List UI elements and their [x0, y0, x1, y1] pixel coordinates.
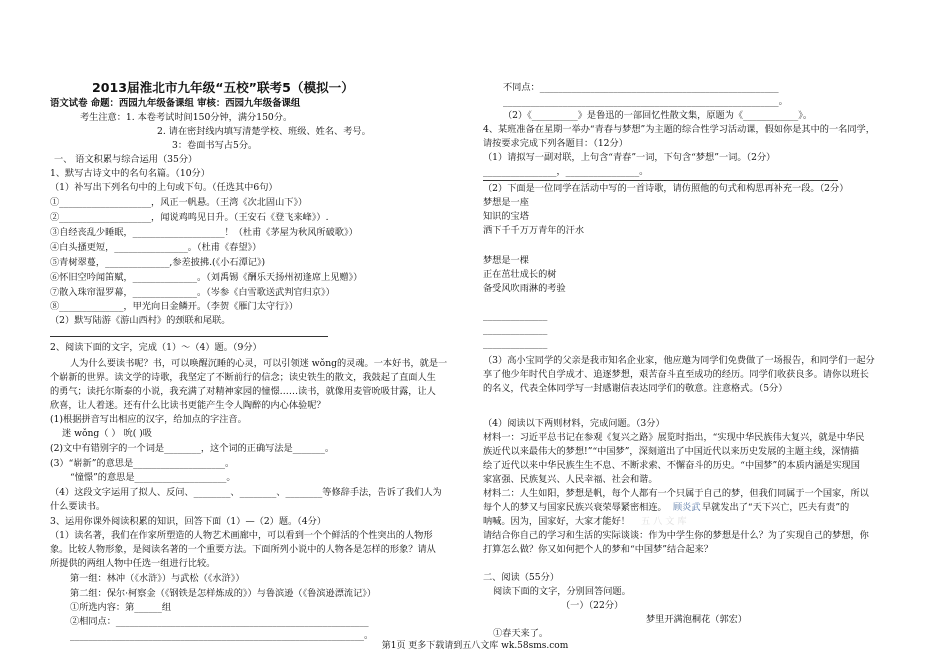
author-link[interactable]: 顾炎武 — [673, 502, 701, 513]
question-line: ____________________________________________________________。 — [503, 96, 788, 107]
material-line: 呐喊。因为，国家好，大家才能好！ — [483, 516, 630, 527]
question-line: ①所选内容：第______组 — [70, 602, 172, 613]
question-line: (2)文中有错别字的一个词是________，这个词的正确写法是_______。 — [50, 443, 335, 454]
question-line: 享了他少年时代自学成才、追逐梦想，艰苦奋斗直至成功的经历。同学们收获良多。请你以班长 — [483, 369, 869, 380]
question-line: （1）读名著，我们在作家所塑造的人物艺术画廊中，可以看到一个个鲜活的个性突出的人物形 — [50, 530, 433, 541]
question-line: （2）下面是一位同学在活动中写的一首诗歌，请仿照他的句式和构思再补充一段。（2分） — [483, 183, 849, 194]
material-line: 早就发出了“天下兴亡，匹夫有责”的 — [702, 502, 850, 513]
question-line: ②____________________，闻说鸡鸣见日升。（王安石《登飞来峰》）. — [50, 212, 329, 223]
question-line: ⑤青树翠蔓，______________,参差披拂.(《小石潭记》) — [50, 257, 266, 268]
question-line: ③自经丧乱少睡眠，____________________！（杜甫《茅屋为秋风所破歌》） — [50, 227, 358, 238]
question-line: 阅读下面的文字，分别回答问题。 — [493, 586, 631, 597]
question-line: (1)根据拼音写出相应的汉字，给加点的字注音。 — [50, 414, 247, 425]
question-line: (3）“崭新”的意思是____________________。 — [50, 458, 235, 469]
exam-note: 3：卷面书写占5分。 — [172, 140, 258, 151]
question-line: 的名义，代表全体同学写一封感谢信表达同学们的敬意。注意格式。（5分） — [483, 383, 788, 394]
question-line: “憧憬”的意思是____________________。 — [70, 472, 236, 483]
question-line: 3、运用你课外阅读积累的知识，回答下面（1）—（2）题。（4分） — [50, 516, 327, 527]
question-line: （2）《__________》是鲁迅的一部回忆性散文集，原题为《____________》。 — [503, 110, 813, 121]
answer-line — [483, 180, 838, 181]
passage-line: 欣喜，让人着迷。还有什么比读书更能产生令人陶醉的内心体验呢？ — [50, 400, 326, 411]
question-line: （1）补写出下列名句中的上句或下句。（任选其中6句） — [50, 182, 278, 193]
passage-line: 人为什么要读书呢？书，可以唤醒沉睡的心灵，可以引领迷 wǒng的灵魂。一本好书，就是一 — [70, 358, 448, 369]
question-line: 迷 wǒng（ ） 吮( )吸 — [62, 428, 152, 439]
poem-line: 梦想是一棵 — [483, 255, 529, 266]
question-line: （1）请拟写一副对联，上句含“青春”一词，下句含“梦想”一词。（2分） — [483, 152, 776, 163]
passage-line: 个崭新的世界。读文学的诗歌，我坚定了不断前行的信念；读史铁生的散文，我鼓起了直面人生 — [50, 372, 436, 383]
material-line: 材料二：人生如阳，梦想是帆，每个人都有一个只属于自己的梦，但我们同属于一个国家，所以 — [483, 488, 869, 499]
section-heading: 一、 语文积累与综合运用（35分） — [54, 154, 198, 165]
question-line: 1、默写古诗文中的名句名篇。（10分） — [50, 168, 210, 179]
question-line: ⑧______________，甲光向日金鳞开。（李贺《雁门太守行》） — [50, 301, 299, 312]
poem-line: 知识的宝塔 — [483, 211, 529, 222]
material-line: 材料一：习近平总书记在参观《复兴之路》展览时指出，“实现中华民族伟大复兴，就是中华民 — [483, 432, 865, 443]
passage-line: ①春天来了。 — [493, 628, 549, 639]
question-line: ②相同点：_______________________________________________________ — [70, 616, 369, 627]
exam-note: 2. 请在密封线内填写清楚学校、班级、姓名、考号。 — [157, 126, 371, 137]
poem-line: 备受风吹雨淋的考验 — [483, 283, 566, 294]
question-line: 第二组：保尔·柯察金（《钢铁是怎样炼成的》）与鲁滨逊（《鲁滨逊漂流记》） — [70, 588, 377, 599]
question-line: ________________，________________。 — [483, 166, 649, 177]
material-line: 家富强、民族复兴、人民幸福、社会和谐。 — [483, 474, 658, 485]
subsection-heading: （一）（22分） — [561, 600, 624, 611]
question-line: 请按要求完成下列各题目：（12分） — [483, 138, 628, 149]
question-line: ⑥怀旧空吟闻笛赋，______________。（刘禹锡《酬乐天扬州初逢席上见赠》） — [50, 272, 363, 283]
question-line: 第一组：林冲（《水浒》）与武松（《水浒》） — [70, 573, 245, 584]
section-heading: 二、阅读（55分） — [483, 572, 560, 583]
question-line: 打算怎么做？你又如何把个人的梦和“中国梦”结合起来？ — [483, 544, 713, 555]
question-line: 4、某班准备在星期一举办“青春与梦想”为主题的综合性学习活动课，假如你是其中的一名同学， — [483, 124, 875, 135]
answer-line — [50, 336, 328, 337]
question-line: 2、阅读下面的文字，完成（1）～（4）题。（9分） — [50, 342, 262, 353]
page-footer: 第1页 更多下载请到五八文库 wk.58sms.com — [381, 641, 569, 651]
question-line: （4）这段文字运用了拟人、反问、________、________、________等修辞手法，告诉了我们人为 — [50, 487, 442, 498]
question-line: ①____________________，风正一帆悬。（王湾《次北固山下》） — [50, 197, 308, 208]
watermark: 五 八 文 库 — [641, 516, 687, 527]
passage-line: 的勇气；读托尔斯泰的小说，我充满了对精神家园的憧憬……读书，就像用麦管吮吸甘露，让人 — [50, 386, 436, 397]
material-line: 绘了近代以来中华民族生生不息、不断求索、不懈奋斗的历史。“中国梦”的本质内涵是实现国 — [483, 460, 860, 471]
question-line: （2）默写陆游《游山西村》的颈联和尾联。 — [50, 315, 231, 326]
exam-subtitle: 语文试卷 命题：西园九年级备课组 审核：西园九年级备课组 — [50, 98, 301, 109]
question-line: 请结合你自己的学习和生活的实际谈谈：作为中学生你的梦想是什么？为了实现自己的梦想，你 — [483, 530, 869, 541]
poem-line: 梦想是一座 — [483, 197, 529, 208]
exam-title: 2013届淮北市九年级“五校”联考5（模拟一） — [92, 80, 354, 95]
exam-note: 考生注意：1. 本卷考试时间150分钟，满分150分。 — [80, 112, 293, 123]
question-line: ④白头搔更短，________________。（杜甫《春望》） — [50, 242, 262, 253]
poem-line: 洒下千千万万青年的汗水 — [483, 225, 585, 236]
answer-blank: ______________ — [483, 310, 548, 321]
question-line: ⑦散入珠帘湿罗幕，______________。（岑参《白雪歌送武判官归京》） — [50, 287, 335, 298]
answer-blank: ______________ — [483, 338, 548, 349]
question-line: 不同点：____________________________________________________ — [503, 82, 779, 93]
question-line: 什么要读书。 — [50, 501, 106, 512]
material-line: 族近代以来最伟大的梦想!”“中国梦”，深刻道出了中国近代以来历史发展的主题主线，深情描 — [483, 446, 860, 457]
question-line: ________________________________________________________________。 — [70, 630, 374, 641]
passage-title: 梦里开满泡桐花（郭宏） — [646, 614, 748, 625]
question-line: 象。比较人物形象，是阅读名著的一个重要方法。下面所列小说中的人物各是怎样的形象？请从 — [50, 544, 436, 555]
answer-blank: ______________ — [483, 324, 548, 335]
poem-line: 正在茁壮成长的树 — [483, 269, 557, 280]
question-line: （4）阅读以下两则材料，完成问题。（3分） — [483, 418, 665, 429]
question-line: （3）高小宝同学的父亲是我市知名企业家，他应邀为同学们免费做了一场报告，和同学们一起分 — [483, 355, 875, 366]
question-line: 所提供的两组人物中任选一组进行比较。 — [50, 558, 216, 569]
material-line: 每个人的梦又与国家民族兴衰荣辱紧密相连。 — [483, 502, 667, 513]
